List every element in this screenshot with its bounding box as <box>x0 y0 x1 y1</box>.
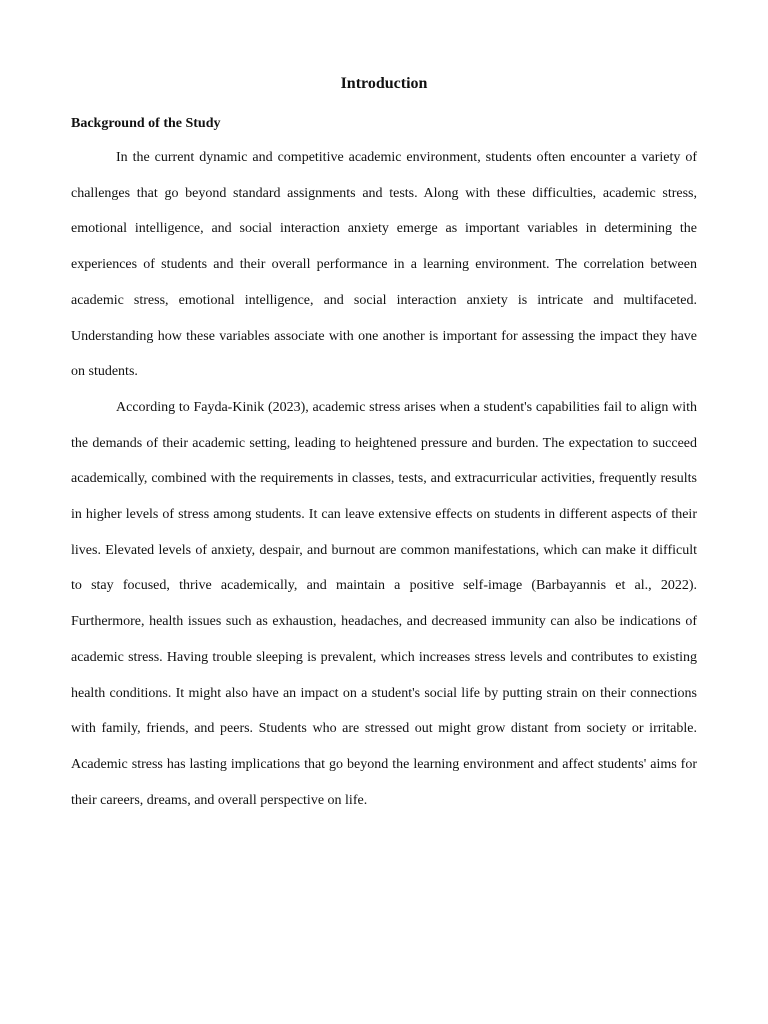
section-heading: Background of the Study <box>71 116 221 131</box>
document-title: Introduction <box>340 75 428 92</box>
body-paragraph-2: According to Fayda-Kinik (2023), academic stress arises when a student's capabilities fail to align with the demands of their academic setting, leading to heightened pressure and burden. The expectation to succeed academically, combined with the requirements in classes, tests, and extracurricular activities, frequently results in higher levels of stress among students. It can leave extensive effects on students in different aspects of their lives. Elevated levels of anxiety, despair, and burnout are common manifestations, which can make it difficult to stay focused, thrive academically, and maintain a positive self-image (Barbayannis et al., 2022). Furthermore, health issues such as exhaustion, headaches, and decreased immunity can also be indications of academic stress. Having trouble sleeping is prevalent, which increases stress levels and contributes to existing health conditions. It might also have an impact on a student's social life by putting strain on their connections with family, friends, and peers. Students who are stressed out might grow distant from society or irritable. Academic stress has lasting implications that go beyond the learning environment and affect students' aims for their careers, dreams, and overall perspective on life. <box>71 399 697 808</box>
body-paragraph-1: In the current dynamic and competitive academic environment, students often encounter a variety of challenges that go beyond standard assignments and tests. Along with these difficulties, academic stress, emotional intelligence, and social interaction anxiety emerge as important variables in determining the experiences of students and their overall performance in a learning environment. The correlation between academic stress, emotional intelligence, and social interaction anxiety is intricate and multifaceted. Understanding how these variables associate with one another is important for assessing the impact they have on students. <box>71 150 697 380</box>
document-page <box>71 72 697 818</box>
